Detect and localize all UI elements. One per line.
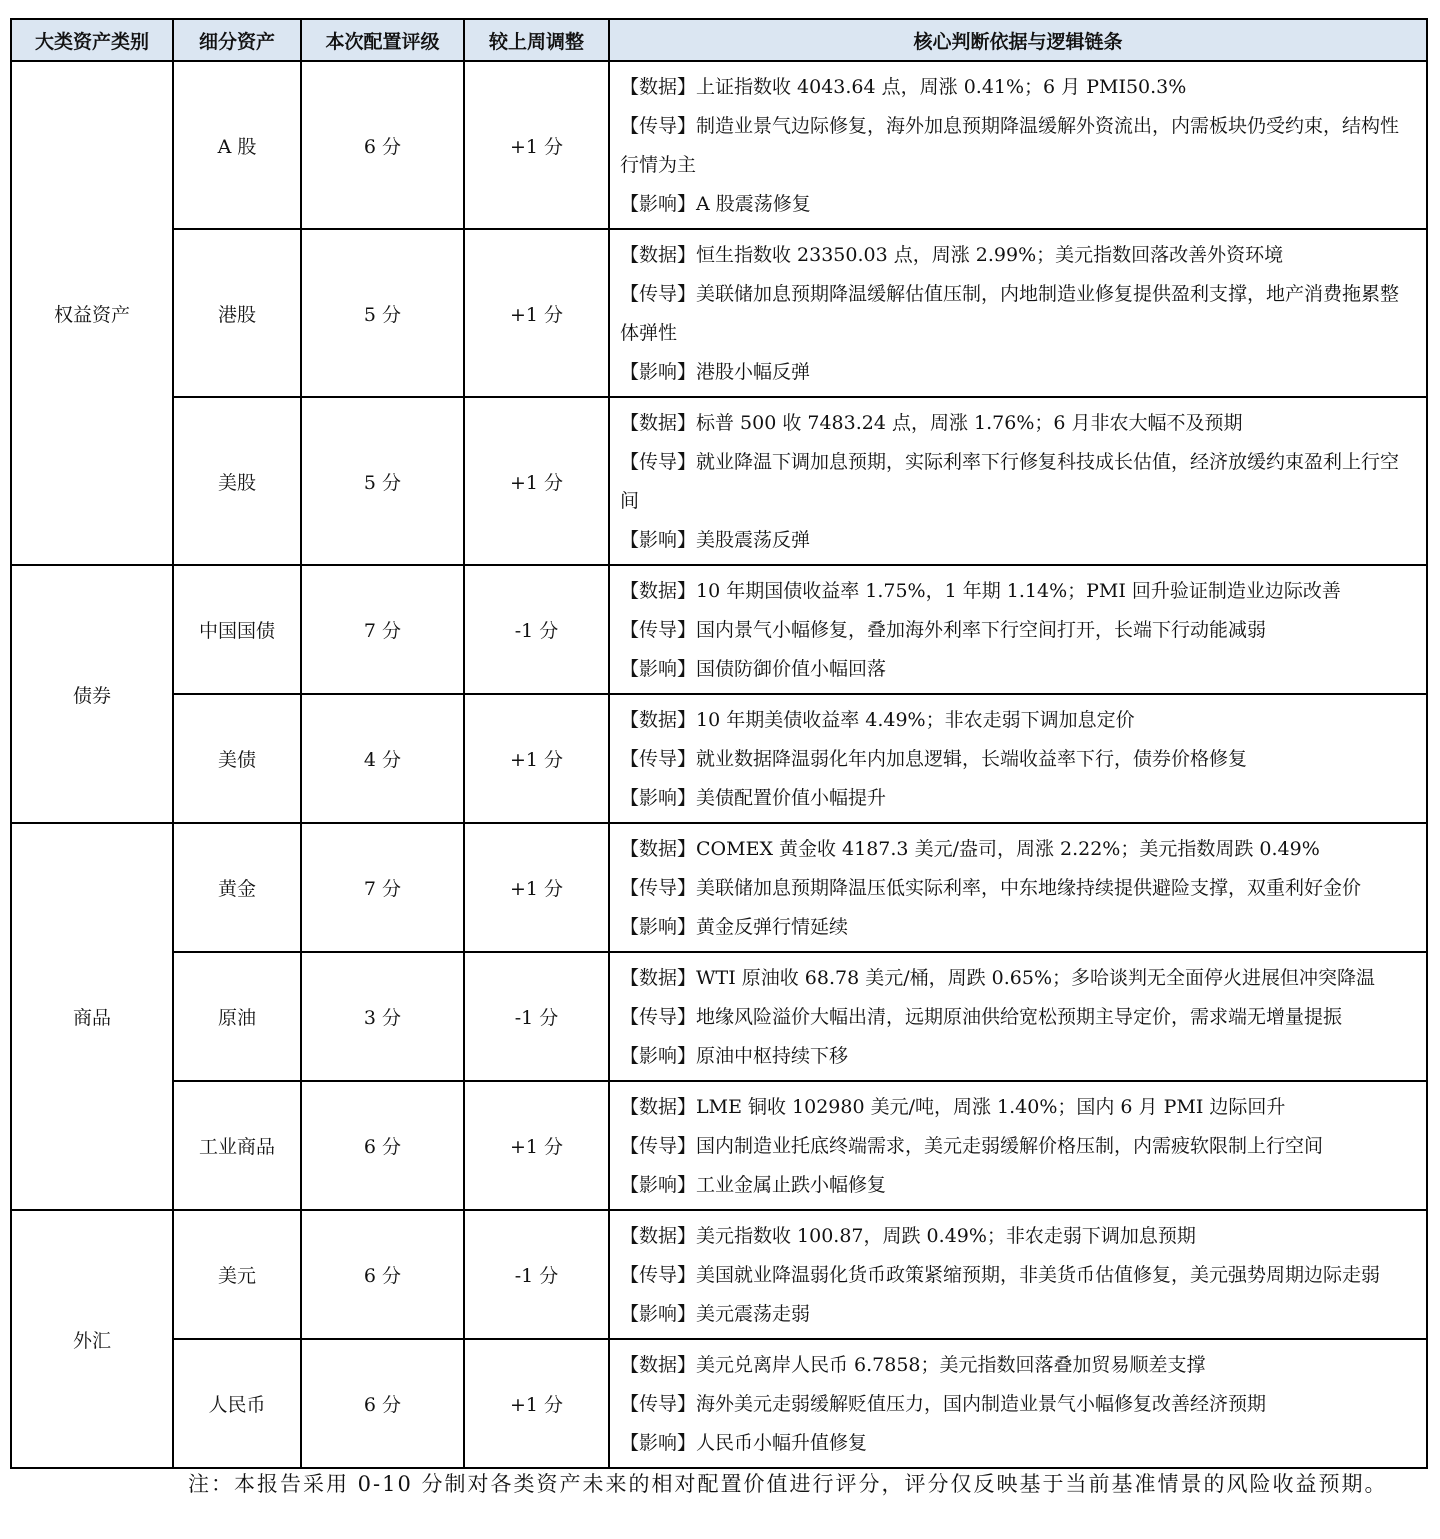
data-line: 【数据】10 年期美债收益率 4.49%；非农走弱下调加息定价 [620,709,1135,731]
data-line: 【数据】10 年期国债收益率 1.75%，1 年期 1.14%；PMI 回升验证制造业边际改善 [620,580,1341,602]
impact-line: 【影响】A 股震荡修复 [620,193,811,215]
logic-cell [609,823,1427,952]
logic-cell [609,952,1427,1081]
table-row [11,1081,1427,1210]
asset-cell: 美股 [173,397,301,565]
category-cell: 债券 [11,565,173,823]
adjust-cell: -1 分 [464,1210,609,1339]
transmission-line: 【传导】美国就业降温弱化货币政策紧缩预期，非美货币估值修复，美元强势周期边际走弱 [620,1264,1381,1286]
header-rating: 本次配置评级 [301,19,464,61]
impact-line: 【影响】工业金属止跌小幅修复 [620,1174,887,1196]
transmission-line: 【传导】国内景气小幅修复，叠加海外利率下行空间打开，长端下行动能减弱 [620,619,1267,641]
data-line: 【数据】WTI 原油收 68.78 美元/桶，周跌 0.65%；多哈谈判无全面停火进展但冲突降温 [620,967,1376,989]
rating-cell: 7 分 [301,565,464,694]
adjust-cell: -1 分 [464,952,609,1081]
table-row [11,229,1427,397]
asset-cell: 美元 [173,1210,301,1339]
logic-cell [609,694,1427,823]
impact-line: 【影响】港股小幅反弹 [620,361,811,383]
logic-cell [609,397,1427,565]
asset-cell: 港股 [173,229,301,397]
table-row [11,694,1427,823]
category-cell: 权益资产 [11,61,173,565]
table-row [11,397,1427,565]
rating-cell: 5 分 [301,229,464,397]
asset-cell: 原油 [173,952,301,1081]
data-line: 【数据】标普 500 收 7483.24 点，周涨 1.76%；6 月非农大幅不及预期 [620,412,1243,434]
header-row [11,19,1427,61]
data-line: 【数据】美元兑离岸人民币 6.7858；美元指数回落叠加贸易顺差支撑 [620,1354,1206,1376]
asset-cell: 中国国债 [173,565,301,694]
footnote: 注：本报告采用 0-10 分制对各类资产未来的相对配置价值进行评分，评分仅反映基于当前基准情景的风险收益预期。 [188,1472,1388,1496]
rating-cell: 5 分 [301,397,464,565]
data-line: 【数据】COMEX 黄金收 4187.3 美元/盎司，周涨 2.22%；美元指数周跌 0.49% [620,838,1320,860]
category-cell: 商品 [11,823,173,1210]
impact-line: 【影响】美债配置价值小幅提升 [620,787,887,809]
adjust-cell: +1 分 [464,397,609,565]
category-cell: 外汇 [11,1210,173,1468]
adjust-cell: +1 分 [464,229,609,397]
rating-cell: 4 分 [301,694,464,823]
adjust-cell: +1 分 [464,1081,609,1210]
asset-cell: 黄金 [173,823,301,952]
header-adjust: 较上周调整 [464,19,609,61]
transmission-line: 【传导】就业数据降温弱化年内加息逻辑，长端收益率下行，债券价格修复 [620,748,1248,770]
header-logic: 核心判断依据与逻辑链条 [609,19,1427,61]
asset-cell: A 股 [173,61,301,229]
transmission-line: 【传导】制造业景气边际修复，海外加息预期降温缓解外资流出，内需板块仍受约束，结构性行情为主 [620,115,1400,176]
logic-cell [609,1081,1427,1210]
asset-cell: 人民币 [173,1339,301,1468]
header-category: 大类资产类别 [11,19,173,61]
impact-line: 【影响】国债防御价值小幅回落 [620,658,887,680]
impact-line: 【影响】美股震荡反弹 [620,529,811,551]
logic-cell [609,1339,1427,1468]
adjust-cell: +1 分 [464,1339,609,1468]
transmission-line: 【传导】海外美元走弱缓解贬值压力，国内制造业景气小幅修复改善经济预期 [620,1393,1267,1415]
table-row [11,952,1427,1081]
rating-cell: 7 分 [301,823,464,952]
rating-cell: 3 分 [301,952,464,1081]
table-row [11,823,1427,952]
rating-cell: 6 分 [301,61,464,229]
header-asset: 细分资产 [173,19,301,61]
allocation-table [10,18,1428,1469]
impact-line: 【影响】美元震荡走弱 [620,1303,811,1325]
adjust-cell: +1 分 [464,61,609,229]
asset-cell: 工业商品 [173,1081,301,1210]
impact-line: 【影响】人民币小幅升值修复 [620,1432,868,1454]
transmission-line: 【传导】国内制造业托底终端需求，美元走弱缓解价格压制，内需疲软限制上行空间 [620,1135,1324,1157]
rating-cell: 6 分 [301,1210,464,1339]
table-row [11,1339,1427,1468]
impact-line: 【影响】原油中枢持续下移 [620,1045,849,1067]
rating-cell: 6 分 [301,1081,464,1210]
table-row [11,565,1427,694]
logic-cell [609,229,1427,397]
rating-cell: 6 分 [301,1339,464,1468]
adjust-cell: +1 分 [464,823,609,952]
data-line: 【数据】美元指数收 100.87，周跌 0.49%；非农走弱下调加息预期 [620,1225,1196,1247]
logic-cell [609,61,1427,229]
transmission-line: 【传导】就业降温下调加息预期，实际利率下行修复科技成长估值，经济放缓约束盈利上行空间 [620,451,1400,512]
transmission-line: 【传导】美联储加息预期降温缓解估值压制，内地制造业修复提供盈利支撑，地产消费拖累整体弹性 [620,283,1400,344]
asset-cell: 美债 [173,694,301,823]
data-line: 【数据】上证指数收 4043.64 点，周涨 0.41%；6 月 PMI50.3% [620,76,1187,98]
logic-cell [609,565,1427,694]
adjust-cell: -1 分 [464,565,609,694]
data-line: 【数据】LME 铜收 102980 美元/吨，周涨 1.40%；国内 6 月 PMI 边际回升 [620,1096,1286,1118]
table-row [11,61,1427,229]
transmission-line: 【传导】地缘风险溢价大幅出清，远期原油供给宽松预期主导定价，需求端无增量提振 [620,1006,1343,1028]
adjust-cell: +1 分 [464,694,609,823]
impact-line: 【影响】黄金反弹行情延续 [620,916,849,938]
table-row [11,1210,1427,1339]
data-line: 【数据】恒生指数收 23350.03 点，周涨 2.99%；美元指数回落改善外资环境 [620,244,1284,266]
logic-cell [609,1210,1427,1339]
transmission-line: 【传导】美联储加息预期降温压低实际利率，中东地缘持续提供避险支撑，双重利好金价 [620,877,1362,899]
